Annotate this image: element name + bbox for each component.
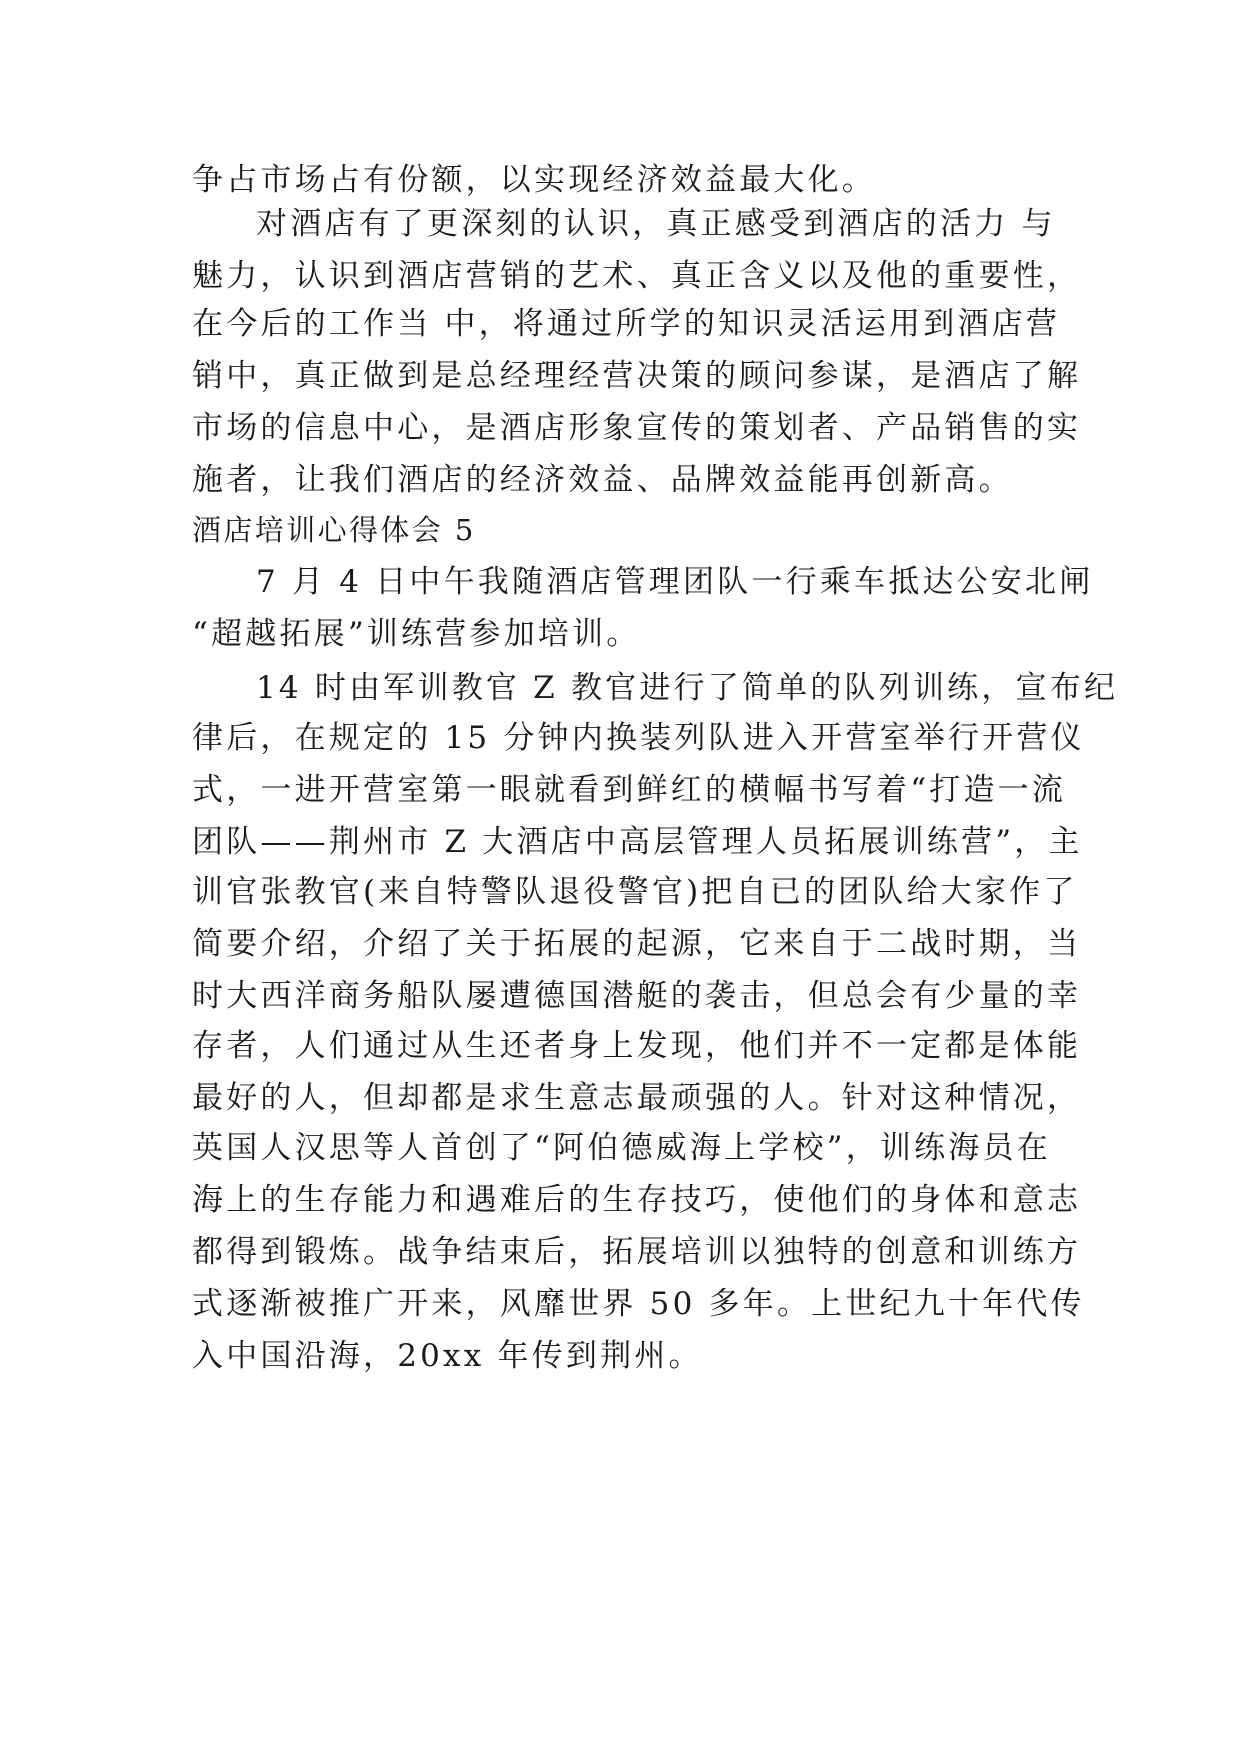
paragraph-line: 魅力，认识到酒店营销的艺术、真正含义以及他的重要性，: [192, 258, 1082, 294]
paragraph-line: 市场的信息中心，是酒店形象宣传的策划者、产品销售的实: [192, 410, 1082, 446]
paragraph-line: 入中国沿海，20xx 年传到荆州。: [192, 1338, 703, 1374]
paragraph-line: 律后，在规定的 15 分钟内换装列队进入开营室举行开营仪: [192, 720, 1085, 756]
paragraph-line: 都得到锻炼。战争结束后，拓展培训以独特的创意和训练方: [192, 1234, 1082, 1270]
paragraph-line: 14 时由军训教官 Z 教官进行了简单的队列训练，宣布纪: [256, 670, 1119, 706]
paragraph-line: 式，一进开营室第一眼就看到鲜红的横幅书写着“打造一流: [192, 772, 1067, 808]
paragraph-line: 英国人汉思等人首创了“阿伯德威海上学校”，训练海员在: [192, 1130, 1051, 1166]
paragraph-line: 7 月 4 日中午我随酒店管理团队一行乘车抵达公安北闸: [256, 564, 1094, 600]
paragraph-line: 在今后的工作当 中，将通过所学的知识灵活运用到酒店营: [192, 306, 1061, 342]
paragraph-line: 式逐渐被推广开来，风靡世界 50 多年。上世纪九十年代传: [192, 1286, 1085, 1322]
paragraph-line: 训官张教官(来自特警队退役警官)把自已的团队给大家作了: [192, 874, 1078, 910]
paragraph-line: 销中，真正做到是总经理经营决策的顾问参谋，是酒店了解: [192, 358, 1082, 394]
paragraph-line: 简要介绍，介绍了关于拓展的起源，它来自于二战时期，当: [192, 926, 1082, 962]
paragraph-line: “超越拓展”训练营参加培训。: [192, 616, 641, 652]
paragraph-line: 最好的人，但却都是求生意志最顽强的人。针对这种情况，: [192, 1080, 1082, 1116]
paragraph-line: 施者，让我们酒店的经济效益、品牌效益能再创新高。: [192, 462, 1013, 498]
section-heading: 酒店培训心得体会 5: [192, 513, 476, 547]
paragraph-line: 争占市场占有份额，以实现经济效益最大化。: [192, 162, 876, 198]
paragraph-line: 海上的生存能力和遇难后的生存技巧，使他们的身体和意志: [192, 1182, 1082, 1218]
paragraph-line: 存者，人们通过从生还者身上发现，他们并不一定都是体能: [192, 1028, 1082, 1064]
paragraph-line: 对酒店有了更深刻的认识，真正感受到酒店的活力 与: [256, 206, 1056, 242]
paragraph-line: 团队——荆州市 Z 大酒店中高层管理人员拓展训练营”，主: [192, 824, 1083, 860]
paragraph-line: 时大西洋商务船队屡遭德国潜艇的袭击，但总会有少量的幸: [192, 978, 1082, 1014]
